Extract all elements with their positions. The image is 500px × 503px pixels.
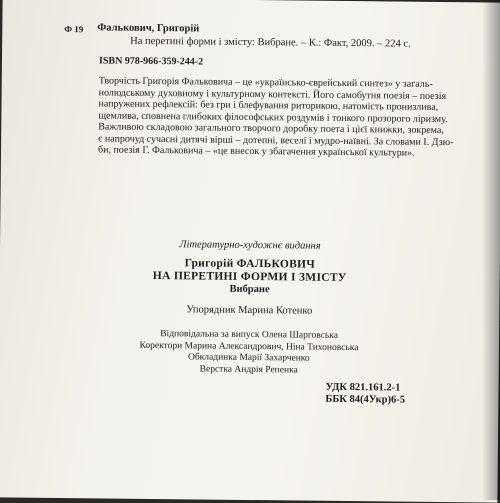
isbn: ISBN 978-966-359-244-2: [98, 55, 204, 68]
abstract-line: є напрочуд сучасні дитячі вірші – дотепні, веселі і мудро-наївні. За словами І. Дзю-: [98, 132, 454, 148]
compiler-credit: Упорядник Марина Котенко: [186, 304, 313, 317]
credit-line: Відповідальна за випуск Олена Шарговська: [160, 329, 339, 341]
bibliographic-author: Фалькович, Григорій: [97, 22, 200, 35]
abstract-line: щемлива, сповнена глибоких філософських роздумів і тонкого прозорого ліризму.: [98, 109, 448, 125]
udk-code: УДК 821.161.2-1: [325, 381, 401, 394]
abstract-line: би, поезія Г. Фальковича – «це внесок у збагачення української культури».: [97, 144, 415, 159]
abstract-line: Важливою складовою загального творчого доробку поета і цієї книжки, зокрема,: [98, 121, 444, 137]
bibliographic-title: На перетині форми і змісту: Вибране. – К.: Факт, 2009. – 224 с.: [130, 35, 411, 50]
page-edge-shadow: [482, 0, 500, 500]
bibliographic-class-code: Ф 19: [64, 24, 84, 35]
book-title: НА ПЕРЕТИНІ ФОРМИ І ЗМІСТУ: [152, 269, 347, 285]
book-subtitle: Вибране: [229, 283, 270, 296]
genre-label: Літературно-художнє видання: [179, 239, 321, 252]
author-name: Григорій ФАЛЬКОВИЧ: [184, 257, 316, 271]
production-credits: [0, 327, 499, 378]
abstract-line: Творчість Григорія Фальковича – це «українсько-єврейський синтез» у загаль-: [98, 75, 433, 90]
credit-line: Коректори Марина Александрович, Ніна Тихоновська: [139, 340, 359, 353]
abstract-line: напружених рефлексій: без гри і блефування риторикою, натомість пронизлива,: [98, 98, 439, 113]
bbk-code: ББК 84(4Укр)6-5: [325, 393, 406, 406]
credit-line: Верстка Андрія Репенка: [199, 363, 298, 376]
abstract-paragraph: [97, 75, 454, 159]
credit-line: Обкладинка Марії Захарченко: [187, 352, 310, 364]
abstract-line: нолюдському духовному і культурному контексті. Його самобутня поезія – поезія: [98, 86, 447, 102]
